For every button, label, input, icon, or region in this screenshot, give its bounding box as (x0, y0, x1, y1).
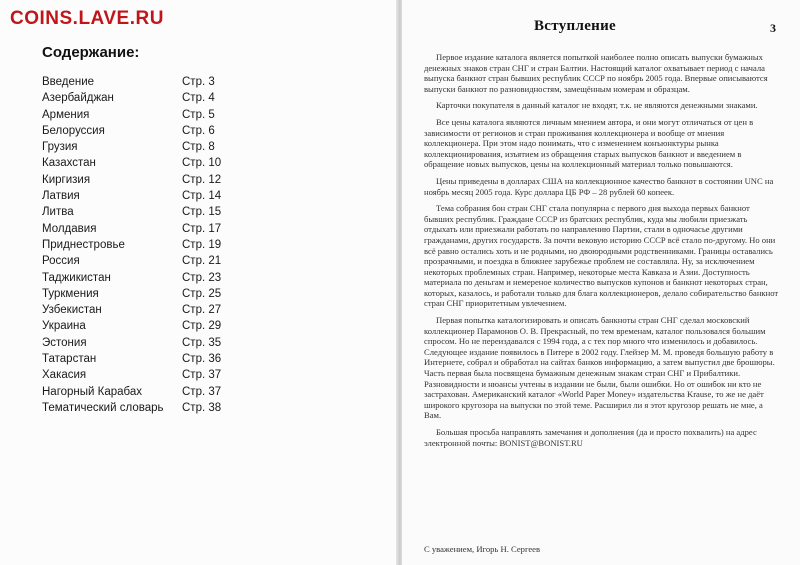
toc-item-page: Стр. 3 (182, 76, 215, 88)
toc-item (40, 402, 230, 418)
toc-item (40, 288, 230, 304)
toc-item-name: Приднестровье (42, 238, 125, 251)
toc-item (40, 76, 230, 92)
toc-item-name: Латвия (42, 190, 80, 203)
toc-item-page: Стр. 36 (182, 353, 222, 366)
intro-paragraph: Первое издание каталога является попыткой наиболее полно описать выпуски бумажных денежных знаков стран СНГ и стран Балтии. Настоящий каталог охватывает период с начала выпуска банкнот стран бывших республик СССР по ноябрь 2005 года. Впервые описываются выпуски банкнот по разновидностям, замещённым номерам и образцам. (424, 52, 768, 94)
author-signature: С уважением, Игорь Н. Сергеев (424, 544, 541, 554)
left-page (0, 0, 398, 565)
toc-item (40, 109, 230, 125)
toc-item (40, 157, 230, 173)
intro-paragraph: Первая попытка каталогизировать и описать банкноты стран СНГ сделал московский коллекционер Парамонов О. В. Прекрасный, по тем временам, каталог пользовался большим спросом. Но не переиздавался с 1994 года, а с тех пор много что изменилось и добавилось. Следующее издание появилось в Питере в 2002 году. Глейзер М. М. проведя большую работу в Интернете, собрал и обработал на сайтах банков информацию, а затем выпустил две брошюры. Часть первая была посвящена бумажным денежным знакам стран СНГ и Прибалтики. Разновидности и нюансы учтены в издании не были, были ошибки. Но от ошибок ни кто не застрахован. Американский каталог «World Paper Money» издательства Krause, то же не даёт широкого кругозора на выпуски по этой теме. Расширил ли я этот кругозор решать не мне, а Вам. (424, 315, 775, 421)
intro-paragraph: Все цены каталога являются личным мнением автора, и они могут отличаться от цен в зависимости от регионов и стран проживания коллекционера и вообще от мнения коллекционера. При этом надо понимать, что с изменением конъюнктуры рынка коллекционирования, изъятием из обращения старых выпусков банкнот и введением в обращение новых выпусков, цены на коллекционный материал только повышаются. (424, 116, 754, 170)
toc-item-name: Татарстан (42, 353, 97, 366)
toc-item-name: Россия (42, 255, 80, 268)
toc-item-name: Украина (42, 320, 86, 333)
toc-title: Содержание: (42, 44, 140, 61)
site-watermark: COINS.LAVE.RU (10, 8, 164, 29)
intro-body (424, 52, 779, 454)
toc-item-page: Стр. 4 (182, 92, 215, 105)
toc-item-name: Нагорный Карабах (42, 385, 143, 398)
toc-item (40, 353, 230, 369)
toc-item-name: Эстония (42, 336, 87, 349)
toc-item-page: Стр. 8 (182, 141, 215, 154)
toc-item-name: Белоруссия (42, 124, 105, 137)
toc-item (40, 304, 230, 320)
toc-item (40, 255, 230, 271)
toc-item-page: Стр. 15 (182, 206, 222, 219)
toc-item-page: Стр. 6 (182, 124, 215, 137)
toc-item-page: Стр. 29 (182, 320, 222, 333)
toc-item-name: Азербайджан (42, 92, 114, 105)
intro-paragraph: Карточки покупателя в данный каталог не входят, т.к. не являются денежными знаками. (436, 100, 758, 111)
toc-item (40, 190, 230, 206)
toc-item (40, 223, 230, 239)
toc-item-page: Стр. 35 (182, 336, 222, 349)
toc-item (40, 239, 230, 255)
toc-item (40, 92, 230, 108)
toc-item-page: Стр. 12 (182, 173, 222, 186)
toc-item-page: Стр. 25 (182, 287, 222, 300)
toc-item-page: Стр. 27 (182, 304, 222, 317)
toc-item-page: Стр. 5 (182, 108, 215, 121)
toc-item (40, 272, 230, 288)
toc-item-name: Таджикистан (42, 271, 111, 284)
toc-item (40, 337, 230, 353)
toc-item-page: Стр. 19 (182, 238, 222, 251)
toc-item-name: Казахстан (42, 157, 96, 170)
toc-item (40, 174, 230, 190)
page-number: 3 (770, 21, 776, 35)
toc-item-name: Молдавия (42, 222, 97, 235)
toc-list (40, 76, 230, 418)
toc-item-page: Стр. 37 (182, 385, 222, 398)
toc-item-page: Стр. 21 (182, 255, 222, 268)
toc-item (40, 141, 230, 157)
intro-paragraph: Тема собрания бон стран СНГ стала популярна с первого дня выхода первых банкнот бывших республик. Граждане СССР из братских республик, куда мы любили приезжать отдыхать или приезжали работать по направлению Партии, стали в одночасье другими гражданами, других государств. За почти вековую историю СССР всё стало по-другому. Но они всё равно остались хоть и не родными, но двоюродными родственниками. Границы оставались прозрачными, и поездка в ближнее зарубежье проблем не составляла. Ну, за исключением некоторых проблемных стран. Например, некоторые места Кавказа и Азии. Доступность материала по деньгам и немереное количество выпусков купонов и банкнот некоторых стран, которых, казалось, и работали только для блага коллекционеров, делало собирательство банкнот стран СНГ приоритетным увлечением. (424, 203, 779, 309)
toc-item (40, 206, 230, 222)
toc-item-name: Хакасия (42, 369, 87, 382)
toc-item-name: Киргизия (42, 173, 91, 186)
toc-item-page: Стр. 23 (182, 271, 222, 284)
toc-item-name: Введение (42, 76, 95, 88)
toc-item (40, 369, 230, 385)
toc-item-name: Литва (42, 206, 74, 219)
toc-item-page: Стр. 14 (182, 190, 222, 203)
intro-paragraph: Цены приведены в долларах США на коллекционное качество банкнот в состоянии UNC на ноябрь месяц 2005 года. Курс доллара ЦБ РФ – 28 рублей 60 копеек. (424, 175, 774, 197)
intro-paragraph: Большая просьба направлять замечания и дополнения (да и просто похвалить) на адрес электронной почты: BONIST@BONIST.RU (424, 427, 757, 448)
toc-item-page: Стр. 17 (182, 222, 222, 235)
toc-item-name: Туркмения (42, 287, 99, 300)
toc-item (40, 125, 230, 141)
toc-item-page: Стр. 38 (182, 401, 222, 414)
toc-item (40, 386, 230, 402)
toc-item-name: Узбекистан (42, 304, 102, 317)
toc-item-name: Тематический словарь (42, 401, 164, 414)
page-title: Вступление (534, 18, 616, 34)
toc-item-page: Стр. 10 (182, 157, 222, 170)
toc-item-name: Грузия (42, 141, 78, 154)
toc-item-page: Стр. 37 (182, 369, 222, 382)
right-page (402, 0, 800, 565)
toc-item (40, 320, 230, 336)
toc-item-name: Армения (42, 108, 90, 121)
